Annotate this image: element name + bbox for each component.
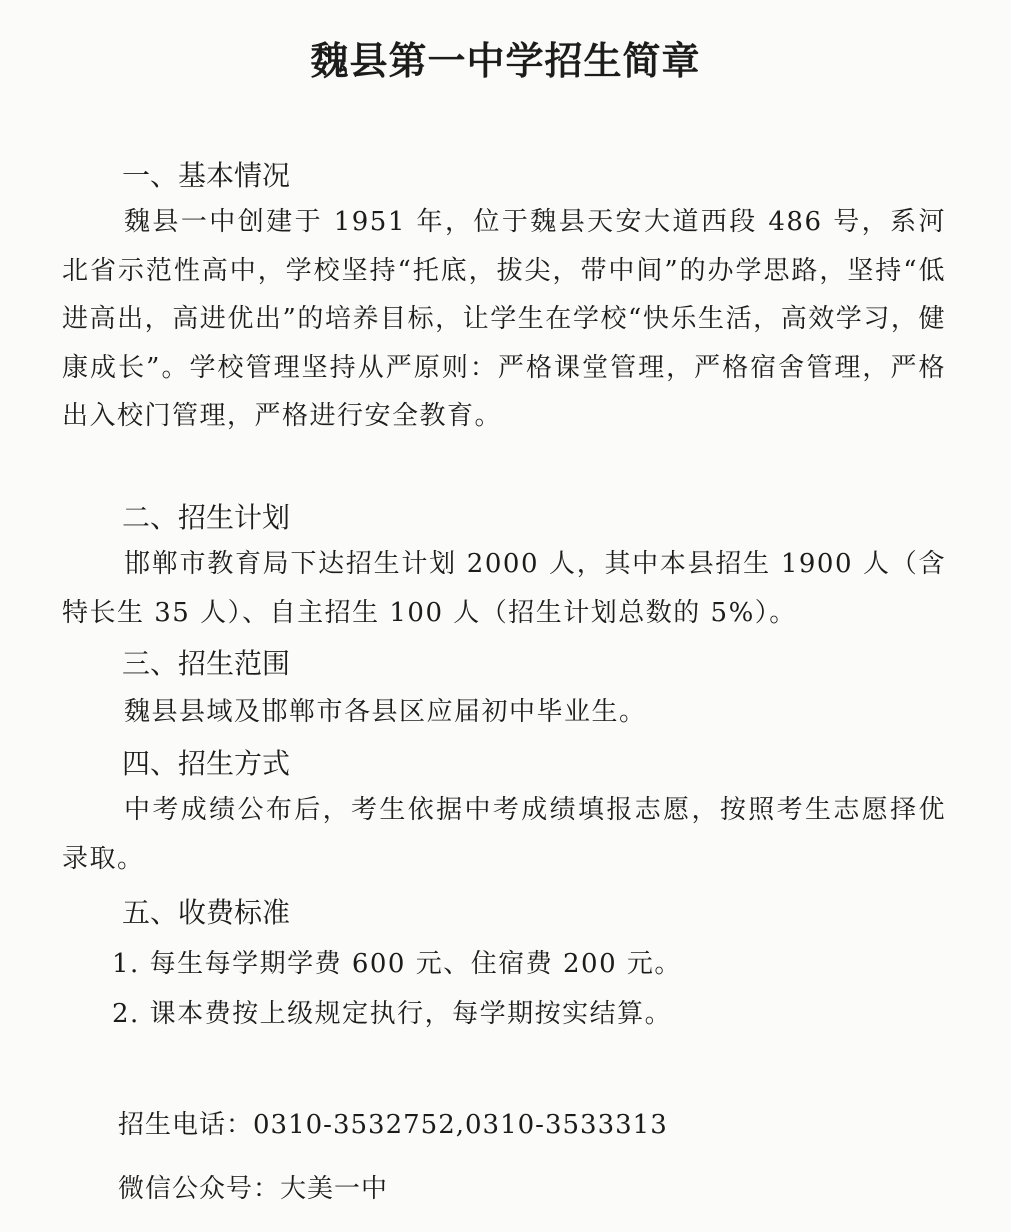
- fee-item-2: 2. 课本费按上级规定执行，每学期按实结算。: [112, 999, 673, 1029]
- section-body-enrollment-method: 中考成绩公布后，考生依据中考成绩填报志愿，按照考生志愿择优录取。: [62, 795, 946, 874]
- enrollment-phone: 招生电话：0310-3532752,0310-3533313: [118, 1110, 668, 1140]
- section-body-enrollment-scope: 魏县县域及邯郸市各县区应届初中毕业生。: [124, 697, 647, 727]
- fee-item-1: 1. 每生每学期学费 600 元、住宿费 200 元。: [112, 949, 682, 979]
- section-heading-enrollment-scope: 三、招生范围: [122, 647, 291, 680]
- document-title: 魏县第一中学招生简章: [310, 39, 701, 83]
- section-body-enrollment-plan: 邯郸市教育局下达招生计划 2000 人，其中本县招生 1900 人（含特长生 35 人）、自主招生 100 人（招生计划总数的 5%）。: [62, 549, 946, 628]
- section-heading-enrollment-plan: 二、招生计划: [122, 501, 291, 534]
- section-body-basic-info: 魏县一中创建于 1951 年，位于魏县天安大道西段 486 号，系河北省示范性高中，学校坚持“托底，拔尖，带中间”的办学思路，坚持“低进高出，高进优出”的培养目标，让学生在学校“快乐生活，高效学习，健康成长”。学校管理坚持从严原则：严格课堂管理，严格宿舍管理，严格出入校门管理，严格进行安全教育。: [62, 207, 946, 431]
- section-heading-enrollment-method: 四、招生方式: [122, 747, 291, 780]
- section-heading-basic-info: 一、基本情况: [122, 159, 291, 192]
- wechat-account: 微信公众号：大美一中: [118, 1174, 389, 1204]
- section-heading-fee-standard: 五、收费标准: [122, 896, 291, 929]
